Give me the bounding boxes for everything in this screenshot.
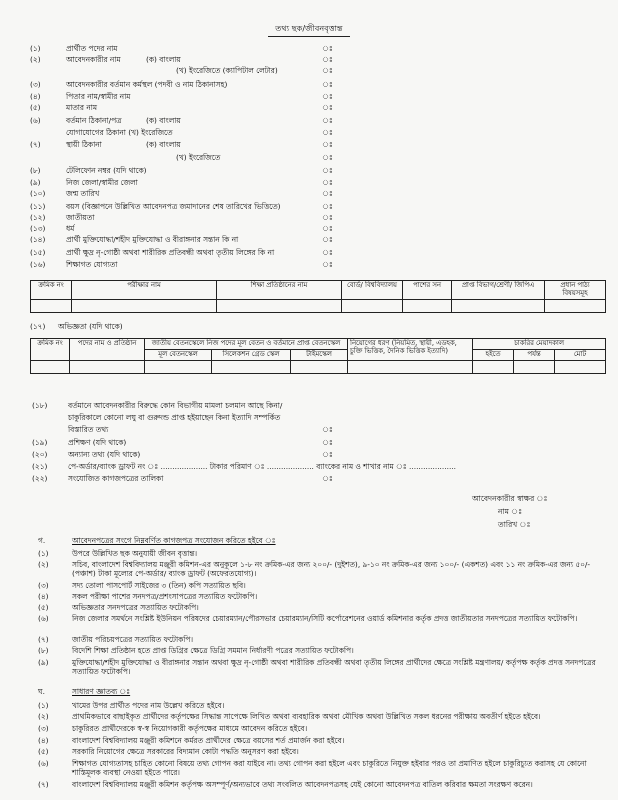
- info-field-row[interactable]: [32, 439, 592, 450]
- field-colon: ঃ: [322, 260, 333, 269]
- field-label: স্থায়ী ঠিকানা: [66, 140, 102, 149]
- info-field-row[interactable]: [32, 414, 592, 425]
- item-text: বিদেশি শিক্ষা প্রতিষ্ঠান হতে প্রাপ্ত ডিগ্রির ক্ষেত্রে ডিগ্রি সমমান নির্ধারণী পত্রের সত্যায়িত ফটোকপি।: [72, 646, 354, 655]
- exp-cell[interactable]: [473, 360, 514, 373]
- field-colon: ঃ: [322, 474, 333, 483]
- field-number: (৭): [30, 140, 41, 149]
- exp-header-post: পদের নাম ও প্রতিষ্ঠান: [70, 339, 145, 361]
- form-field-row[interactable]: [0, 104, 618, 116]
- form-field-row[interactable]: [0, 261, 618, 273]
- info-field-row[interactable]: [32, 463, 592, 474]
- item-number: (২): [38, 560, 49, 569]
- exp-header-serial: ক্রমিক নং: [31, 339, 70, 361]
- edu-cell[interactable]: [403, 299, 452, 312]
- field-label: আবেদনকারীর বর্তমান কর্মস্থল (পদবী ও নাম ঠিকানাসহ): [66, 80, 228, 89]
- section-title: আবেদনপত্রের সংগে নিম্নবর্ণিত কাগজপত্র সংযোজন করিতে হইবে ঃ: [72, 536, 276, 545]
- exp-cell[interactable]: [555, 360, 606, 373]
- edu-header-subjects: প্রধান পাঠ্য বিষয়সমূহ: [545, 281, 606, 300]
- field-sublabel: (ক) বাংলায়: [146, 55, 181, 64]
- exp-cell[interactable]: [31, 360, 70, 373]
- field-label: প্রার্থীত পদের নাম: [66, 44, 118, 53]
- field-label: জন্ম তারিখ: [66, 189, 100, 198]
- edu-cell[interactable]: [72, 299, 217, 312]
- field-label: টেলিফোন নম্বর (যদি থাকে): [66, 166, 147, 175]
- edu-cell[interactable]: [217, 299, 342, 312]
- exp-header-total: মোট: [555, 349, 606, 360]
- field-colon: ঃ: [322, 224, 333, 233]
- field-colon: ঃ: [322, 425, 333, 434]
- field-colon: ঃ: [322, 450, 333, 459]
- field-colon: ঃ: [322, 140, 333, 149]
- exp-header-type: নিয়োগের ধরণ (নিয়মিত, স্থায়ী, এডহক, চুক্তি ভিত্তিক, দৈনিক ভিত্তিক ইত্যাদি): [348, 339, 473, 361]
- section-mark: গ.: [38, 536, 46, 545]
- item-number: (৬): [38, 614, 49, 623]
- field-number: (১৯): [32, 438, 48, 447]
- exp-cell[interactable]: [70, 360, 145, 373]
- field-number: (১৬): [30, 260, 46, 269]
- field-number: (৮): [30, 166, 41, 175]
- field-label: অভিজ্ঞতা (যদি থাকে): [58, 322, 123, 331]
- field-label: আবেদনকারীর নাম: [66, 55, 121, 64]
- item-text: খামের উপর প্রার্থীত পদের নাম উল্লেখ করিতে হইবে।: [72, 701, 225, 710]
- field-number: (১): [30, 44, 41, 53]
- form-field-row[interactable]: [0, 190, 618, 202]
- form-field-row[interactable]: [0, 67, 618, 79]
- field-number: (১৪): [30, 235, 46, 244]
- item-text: চাকুরিরত প্রার্থীদেরকে স্ব-স্ব নিয়োগকারী কর্তৃপক্ষের মাধ্যমে আবেদন করিতে হইবে।: [72, 724, 308, 733]
- edu-header-serial: ক্রমিক নং: [31, 281, 72, 300]
- field-label: বয়স (বিজ্ঞাপনে উল্লিখিত আবেদনপত্র জমাদানের শেষ তারিখের ভিত্তিতে): [66, 202, 281, 211]
- exp-header-scale: জাতীয় বেতনস্কেলে নিজ পদের মূল বেতন ও বর্তমানে প্রাপ্ত বেতনস্কেল: [145, 339, 348, 350]
- field-colon: ঃ: [322, 103, 333, 112]
- item-number: (৮): [38, 646, 49, 655]
- field-colon: ঃ: [322, 44, 333, 53]
- field-sublabel: (ক) বাংলায়: [146, 116, 181, 125]
- field-label: বর্তমান ঠিকানা/পত্র: [66, 116, 122, 125]
- item-number: (৭): [38, 780, 49, 789]
- field-number: (১১): [30, 202, 46, 211]
- education-table: [30, 280, 606, 313]
- field-colon: ঃ: [322, 66, 333, 75]
- exp-cell[interactable]: [145, 360, 212, 373]
- field-number: (১৮): [32, 401, 48, 410]
- item-text: প্রাথমিকভাবে বাছাইকৃত প্রার্থীদের কর্তৃপক্ষের সিদ্ধান্ত সাপেক্ষে লিখিত অথবা ব্যবহারিক অথবা মৌখিক অথবা উল্লিখিত সকল ধরনের পরীক্ষায় অবতীর্ণ হইতে হইবে।: [72, 712, 541, 721]
- field-colon: ঃ: [322, 128, 333, 137]
- field-colon: ঃ: [322, 213, 333, 222]
- item-text: বাংলাদেশ বিশ্ববিদ্যালয় মঞ্জুরী কমিশন কর্তৃপক্ষ অসম্পূর্ণ/অন্যভাবে তথ্য সংবলিত আবেদনপত্রসহ যেই কোনো আবেদনপত্র বাতিল করিবার ক্ষমতা সংরক্ষণ করেন।: [72, 780, 533, 789]
- form-field-row[interactable]: [0, 154, 618, 166]
- field-label: বর্তমানে আবেদনকারীর বিরুদ্ধে কোন বিভাগীয় মামলা চলমান আছে কিনা/: [68, 401, 283, 410]
- item-text: সচিব, বাংলাদেশ বিশ্ববিদ্যালয় মঞ্জুরী কমিশন-এর অনুকূলে ১-৮ নং ক্রমিক-এর জন্য ২০০/- (দুইশত), ৯-১০ নং ক্রমিক-এর জন্য ১০০/- (একশত) এবং ১১ নং ক্রমিক-এর জন্য ৫০/- (পঞ্চাশ) টাকা মূল্যের পে-অর্ডার/ ব্যাংক ড্রাফট (অফেরতযোগ্য)।: [72, 560, 591, 578]
- field-sublabel: (খ) ইংরেজিতে (ক্যাপিটাল লেটার): [176, 66, 278, 75]
- exp-cell[interactable]: [514, 360, 555, 373]
- field-number: (২২): [32, 474, 48, 483]
- field-sublabel: (ক) বাংলায়: [146, 140, 181, 149]
- field-number: (১০): [30, 189, 46, 198]
- exp-cell[interactable]: [291, 360, 348, 373]
- field-number: (৪): [30, 92, 41, 101]
- info-field-row[interactable]: [32, 475, 592, 486]
- field-sublabel: (খ) ইংরেজিতে: [176, 153, 221, 162]
- section-mark: ঘ.: [38, 687, 45, 696]
- item-number: (৫): [38, 603, 49, 612]
- exp-cell[interactable]: [348, 360, 473, 373]
- item-text: সকল পরীক্ষা পাশের সনদপত্র/প্রশংসাপত্রের সত্যায়িত ফটোকপি।: [72, 592, 258, 601]
- field-label: অন্যান্য তথ্য (যদি থাকে): [68, 450, 141, 459]
- section-title: সাধারণ জ্ঞাতব্য ঃ: [72, 687, 131, 696]
- info-field-row[interactable]: [32, 402, 592, 413]
- item-text: বাংলাদেশ বিশ্ববিদ্যালয় মঞ্জুরী কমিশনে কর্মরত প্রার্থীদের ক্ষেত্রে বয়সের শর্ত প্রমার্জন করা হইবে।: [72, 736, 345, 745]
- field-label: প্রশিক্ষণ (যদি থাকে): [68, 438, 127, 447]
- field-number: (১২): [30, 213, 46, 222]
- item-number: (২): [38, 712, 49, 721]
- field-label: নিজ জেলা/স্বামীর জেলা: [66, 178, 138, 187]
- item-text: মুক্তিযোদ্ধা/শহীদ মুক্তিযোদ্ধা ও বীরাঙ্গনার সন্তান অথবা ক্ষুদ্র নৃ-গোষ্ঠী অথবা শারীরিক প্রতিবন্ধী অথবা তৃতীয় লিঙ্গের প্রার্থীদের ক্ষেত্রে সংশ্লিষ্ট মন্ত্রণালয়/ কর্তৃপক্ষ কর্তৃক প্রদত্ত সনদপত্রের সত্যায়িত ফটোকপি।: [72, 658, 596, 676]
- field-colon: ঃ: [322, 438, 333, 447]
- info-field-row[interactable]: [32, 426, 592, 437]
- form-field-row[interactable]: [0, 236, 618, 248]
- field-number: (৬): [30, 116, 41, 125]
- field-number: (৩): [30, 80, 41, 89]
- field-number: (২০): [32, 450, 48, 459]
- field-label: মাতার নাম: [66, 103, 98, 112]
- field-colon: ঃ: [322, 235, 333, 244]
- field-colon: ঃ: [322, 178, 333, 187]
- item-number: (৩): [38, 581, 49, 590]
- item-number: (৯): [38, 658, 49, 667]
- item-text: শিক্ষাগত যোগ্যতাসহ চাহিত কোনো বিষয়ে তথ্য গোপন করা যাইবে না। তথ্য গোপন করা হইলে এবং চাকুরিতে নিযুক্ত হইবার পরও তা প্রমাণিত হইলে চাকুরিচ্যুত করাসহ যে কোনো শাস্তিমূলক ব্যবস্থা নেওয়া হইতে পারে।: [72, 759, 587, 777]
- field-label: পে-অর্ডার/ব্যাংক ড্রাফট নং ঃ .................... টাকার পরিমাণ ঃ .................... ব্যাংকের নাম ও শাখার নাম ঃ ....................: [68, 462, 457, 471]
- applicant-name: নাম ঃ: [498, 507, 523, 516]
- field-label: পিতার নাম/স্বামীর নাম: [66, 92, 131, 101]
- item-text: নিজ জেলার সমর্থনে সংশ্লিষ্ট ইউনিয়ন পরিষদের চেয়ারম্যান/পৌরসভার চেয়ারম্যান/সিটি কর্পোরেশনের ওয়ার্ড কমিশনার কর্তৃক প্রদত্ত জাতীয়তার সনদপত্রের সত্যায়িত ফটোকপি।: [72, 614, 578, 623]
- item-text: জাতীয় পরিচয়পত্রের সত্যায়িত ফটোকপি।: [72, 635, 194, 644]
- field-number: (২১): [32, 462, 48, 471]
- field-number: (২): [30, 55, 41, 64]
- item-text: অভিজ্ঞতার সনদপত্রের সত্যায়িত ফটোকপি।: [72, 603, 199, 612]
- item-number: (১): [38, 549, 49, 558]
- item-number: (৪): [38, 736, 49, 745]
- edu-cell[interactable]: [452, 299, 545, 312]
- field-colon: ঃ: [322, 92, 333, 101]
- field-number: (৫): [30, 103, 41, 112]
- edu-cell[interactable]: [545, 299, 606, 312]
- field-colon: ঃ: [322, 202, 333, 211]
- form-field-row[interactable]: [0, 141, 618, 153]
- field-number: (১৫): [30, 248, 46, 257]
- field-colon: ঃ: [322, 166, 333, 175]
- item-text: সদ্য তোলা পাসপোর্ট সাইজের ৩ (তিন) কপি সত্যায়িত ছবি।: [72, 581, 246, 590]
- exp-header-to: পর্যন্ত: [514, 349, 555, 360]
- field-number: (১৩): [30, 224, 46, 233]
- field-colon: ঃ: [322, 55, 333, 64]
- field-label: যোগাযোগের ঠিকানা (খ) ইংরেজিতে: [66, 128, 173, 137]
- edu-header-year: পাশের সন: [403, 281, 452, 300]
- field-number: (১৭): [30, 322, 46, 331]
- exp-header-from: হইতে: [473, 349, 514, 360]
- item-number: (৫): [38, 747, 49, 756]
- edu-cell[interactable]: [342, 299, 403, 312]
- item-text: সরকারি নিয়োগের ক্ষেত্রে সরকারের বিদ্যমান কোটা পদ্ধতি অনুসরণ করা হইবে।: [72, 747, 299, 756]
- field-label: শিক্ষাগত যোগ্যতা: [66, 260, 118, 269]
- section-gha-heading: [38, 687, 131, 697]
- info-field-row[interactable]: [32, 451, 592, 462]
- field-colon: ঃ: [322, 153, 333, 162]
- field-label: প্রার্থী মুক্তিযোদ্ধা/শহীদ মুক্তিযোদ্ধা ও বীরাঙ্গনার সন্তান কি না: [66, 235, 239, 244]
- form-title: তথ্য ছক/জীবনবৃত্তান্ত: [275, 23, 343, 33]
- experience-label-row: [0, 323, 618, 335]
- item-number: (১): [38, 701, 49, 710]
- field-label: সংযোজিত কাগজপত্রের তালিকা: [68, 474, 164, 483]
- field-colon: ঃ: [322, 248, 333, 257]
- section-ga-heading: [38, 536, 276, 546]
- item-number: (৪): [38, 592, 49, 601]
- edu-header-institution: শিক্ষা প্রতিষ্ঠানের নাম: [217, 281, 342, 300]
- field-label: বিস্তারিত তথ্য: [68, 425, 109, 434]
- field-colon: ঃ: [322, 80, 333, 89]
- field-colon: ঃ: [322, 189, 333, 198]
- item-number: (৭): [38, 635, 49, 644]
- exp-header-selection-grade: সিলেকশন গ্রেড স্কেল: [212, 349, 291, 360]
- title-underline: [268, 36, 350, 37]
- field-number: (৯): [30, 178, 41, 187]
- signature-date: তারিখ ঃ: [498, 520, 531, 529]
- exp-header-basic-scale: মূল বেতনস্কেল: [145, 349, 212, 360]
- exp-header-period: চাকরির মেয়াদকাল: [473, 339, 606, 350]
- field-label: জাতীয়তা: [66, 213, 95, 222]
- field-label: ধর্ম: [66, 224, 75, 233]
- field-label: প্রার্থী ক্ষুদ্র নৃ-গোষ্ঠী অথবা শারীরিক প্রতিবন্ধী অথবা তৃতীয় লিঙ্গের কি না: [66, 248, 275, 257]
- edu-header-exam: পরীক্ষার নাম: [72, 281, 217, 300]
- field-label: চাকুরিকালে কোনো লঘু বা গুরুদন্ড প্রাপ্ত হইয়াছেন কিনা ইত্যাদি সম্পর্কিত: [68, 413, 281, 422]
- experience-table: [30, 338, 606, 374]
- edu-cell[interactable]: [31, 299, 72, 312]
- exp-cell[interactable]: [212, 360, 291, 373]
- item-text: উপরে উল্লিখিত ছক অনুযায়ী জীবন বৃত্তান্ত।: [72, 549, 198, 558]
- applicant-signature: আবেদনকারীর স্বাক্ষর ঃ: [472, 494, 548, 503]
- exp-header-timescale: টাইমস্কেল: [291, 349, 348, 360]
- field-colon: ঃ: [322, 116, 333, 125]
- edu-header-board: বোর্ড/ বিশ্ববিদ্যালয়: [342, 281, 403, 300]
- item-number: (৩): [38, 724, 49, 733]
- edu-header-result: প্রাপ্ত বিভাগ/শ্রেণী/ জিপিএ: [452, 281, 545, 300]
- item-number: (৬): [38, 759, 49, 768]
